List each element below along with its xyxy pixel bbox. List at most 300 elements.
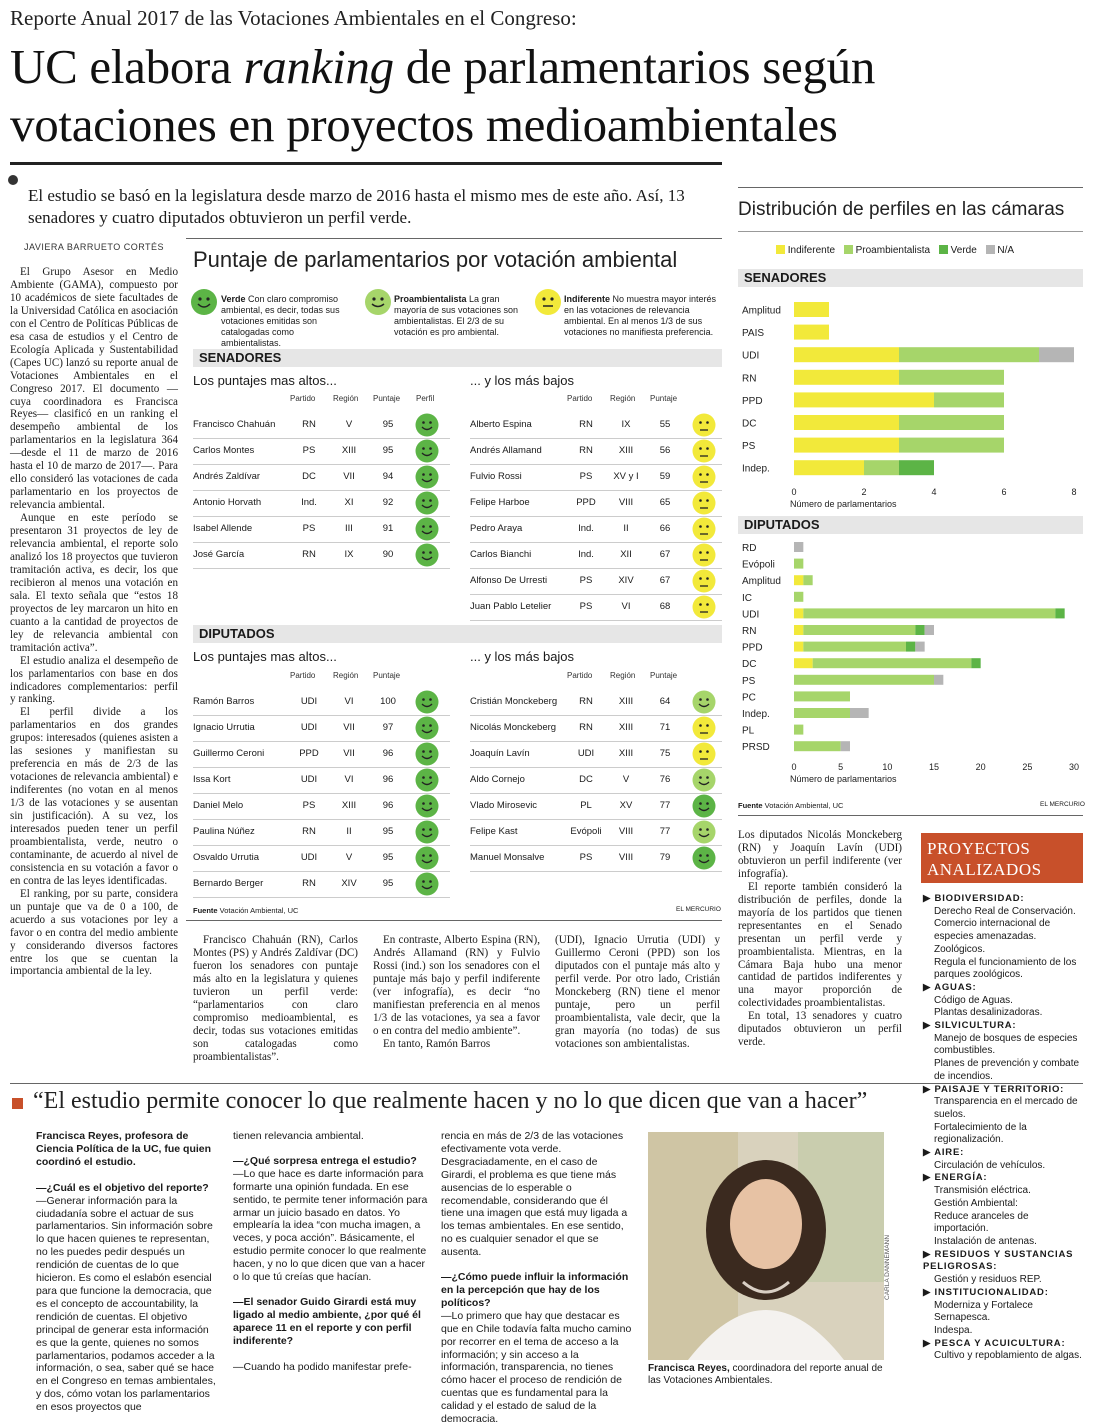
table-row	[470, 412, 722, 438]
table-row	[470, 689, 722, 715]
table-row	[470, 845, 722, 871]
proyecto-item: Planes de prevención y combate de incendios.	[934, 1058, 1080, 1082]
region-cell: XIV	[618, 575, 634, 586]
table-row	[193, 438, 450, 464]
party-cell: RN	[302, 878, 316, 889]
proyecto-item: Derecho Real de Conservación.	[934, 905, 1076, 917]
table-row	[193, 767, 450, 793]
headline: UC elabora ranking de parlamentarios según votaciones en proyectos medioambientales	[10, 39, 876, 152]
interview-question: —¿Cuál es el objetivo del reporte?	[36, 1181, 209, 1194]
interview-intro: Francisca Reyes, profesora de Ciencia Política de la UC, fue quien coordinó el estudio.	[36, 1130, 212, 1168]
category-label: PPD	[742, 642, 763, 654]
region-cell: XII	[620, 549, 632, 560]
score-cell: 77	[659, 800, 671, 811]
proyecto-item: Fortalecimiento de la regionalización.	[934, 1121, 1027, 1146]
bar-segment	[915, 625, 924, 635]
senadores-low-title: ... y los más bajos	[470, 373, 575, 388]
party-cell: PS	[579, 852, 593, 863]
party-cell: PS	[579, 601, 593, 612]
yellow-face-icon	[692, 716, 716, 740]
table-row	[193, 819, 450, 845]
proyecto-category: ▶ AGUAS:	[923, 981, 977, 993]
senadores-header: SENADORES	[193, 349, 722, 367]
bar-segment	[794, 691, 850, 701]
bar-segment	[794, 675, 934, 685]
category-label: UDI	[742, 609, 760, 621]
green-face-icon	[415, 820, 439, 844]
region-cell: XIV	[341, 878, 357, 889]
score-cell: 96	[382, 774, 394, 785]
column-header: Región	[610, 394, 636, 403]
bar-segment	[803, 608, 1055, 618]
region-cell: XIII	[618, 696, 634, 707]
proyecto-item: Comercio internacional de especies amenazadas.	[934, 918, 1051, 943]
name-cell: Carlos Bianchi	[470, 549, 532, 560]
score-cell: 96	[382, 748, 394, 759]
tick-label: 6	[1001, 486, 1007, 497]
name-cell: Joaquín Lavín	[470, 748, 530, 759]
green-face-icon	[415, 846, 439, 870]
party-cell: UDI	[300, 774, 318, 785]
proyecto-item: Gestión Ambiental:	[934, 1197, 1018, 1209]
score-cell: 65	[659, 497, 671, 508]
tick-label: 25	[1022, 761, 1033, 772]
score-cell: 55	[659, 419, 671, 430]
party-cell: PS	[302, 523, 316, 534]
table-row	[470, 542, 722, 568]
green-face-icon	[415, 742, 439, 766]
chart-title-rule	[738, 231, 1083, 232]
panel-credit: EL MERCURIO	[676, 906, 721, 913]
green-face-icon	[415, 465, 439, 489]
region-cell: IX	[344, 549, 354, 560]
bar-segment	[794, 460, 864, 475]
deck: El estudio se basó en la legislatura desde marzo de 2016 hasta el mismo mes de este año. Así, 13 senadores y cuatro diputados obtuvieron un perfil verde.	[28, 186, 685, 227]
body-paragraph: Los diputados Nicolás Monckeberg (RN) y Joaquín Lavín (UDI) obtuvieron un perfil indiferente (ver infografía).	[738, 829, 902, 880]
proyectos-header	[921, 833, 1083, 883]
table-row	[193, 490, 450, 516]
region-cell: VII	[343, 748, 355, 759]
table-row	[193, 845, 450, 871]
interview-answer: —Generar información para la ciudadanía sobre el actuar de sus parlamentarios. Sin información sobre lo que hacen quienes te representan, no les puedes pedir después un rendición de cuentas de lo que hicieron. Es como el eslabón esencial para que funcione la democracia, que es el concepto de accountability, la rendición de cuentas. El objetivo principal de generar esta información es que la gente, quienes no somos parlamentarios, podamos acceder a la información, o sea, saber qué se hace en el Congreso en temas ambientales, y dos, cómo votan los parlamentarios en esos proyectos que	[36, 1194, 216, 1414]
photo-caption: Francisca Reyes, coordinadora del reporte anual de las Votaciones Ambientales.	[648, 1363, 883, 1386]
bar-segment	[864, 460, 899, 475]
lightgreen-face-icon	[692, 820, 716, 844]
bar-segment	[850, 708, 869, 718]
region-cell: VIII	[618, 497, 634, 508]
bar-segment	[794, 625, 803, 635]
proyecto-item: Gestión y residuos REP.	[934, 1274, 1042, 1286]
portrait-photo	[648, 1132, 884, 1360]
legend-label: N/A	[997, 245, 1015, 256]
bar-segment	[794, 642, 803, 652]
byline: JAVIERA BARRUETO CORTÉS	[24, 242, 165, 252]
tick-label: 4	[931, 486, 937, 497]
region-cell: IX	[621, 419, 631, 430]
bar-segment	[1055, 608, 1064, 618]
lightgreen-face-icon	[364, 288, 394, 318]
row-divider	[470, 871, 722, 872]
chart-legend	[776, 245, 1014, 256]
category-label: DC	[742, 418, 757, 430]
table-row	[193, 793, 450, 819]
proyecto-item: Plantas desalinizadoras.	[934, 1007, 1043, 1019]
column-header: Región	[333, 394, 359, 403]
table-row	[193, 689, 450, 715]
body-column-2	[193, 934, 358, 1064]
name-cell: Isabel Allende	[193, 523, 253, 534]
score-cell: 91	[382, 523, 394, 534]
category-label: PS	[742, 441, 756, 453]
legend-label: Verde	[950, 245, 977, 256]
party-cell: PS	[302, 445, 316, 456]
region-cell: XIII	[618, 748, 634, 759]
region-cell: V	[622, 774, 630, 785]
green-face-icon	[415, 794, 439, 818]
name-cell: Paulina Núñez	[193, 826, 255, 837]
name-cell: Francisco Chahuán	[193, 419, 276, 430]
region-cell: XIII	[618, 445, 634, 456]
category-label: PRSD	[742, 742, 770, 754]
body-paragraph: En tanto, Ramón Barros	[383, 1037, 491, 1050]
region-cell: VII	[343, 471, 355, 482]
top-rule	[10, 162, 722, 165]
party-cell: RN	[579, 722, 593, 733]
column-header: Partido	[567, 394, 593, 403]
category-label: PC	[742, 692, 756, 704]
category-label: Indep.	[742, 709, 770, 720]
category-label: PS	[742, 675, 756, 687]
body-paragraph: En total, 13 senadores y cuatro diputados obtuvieron un perfil verde.	[738, 1010, 902, 1049]
body-column-3	[373, 934, 540, 1051]
name-cell: Felipe Harboe	[470, 497, 530, 508]
axis-label: Número de parlamentarios	[790, 498, 897, 509]
body-column-1	[10, 266, 178, 978]
category-label: Amplitud	[742, 576, 781, 588]
category-label: PPD	[742, 395, 763, 407]
party-cell: PL	[580, 800, 592, 811]
body-paragraph: El Grupo Asesor en Medio Ambiente (GAMA), compuesto por 10 académicos de siete facultades de la Universidad Católica en asociación con el Centro de Políticas Públicas de esa casa de estudios y el Centro de Ecología Aplicada y Sustentabilidad (Capes UC) lanzó su reporte anual de Votaciones Ambientales en el Congreso 2017. El documento —cuya coordinadora es Francisca Reyes— clasificó en un ranking el desempeño ambiental de los parlamentarios en la legislatura 364 —desde el 11 de marzo de 2016 hasta el 10 de marzo de 2017—. Para ello consideró las votaciones de cada parlamentario en los proyectos de relevancia ambiental.	[10, 266, 178, 512]
score-cell: 96	[382, 800, 394, 811]
bar-segment	[925, 625, 934, 635]
lightgreen-face-icon	[692, 690, 716, 714]
name-cell: Pedro Araya	[470, 523, 523, 534]
name-cell: Alfonso De Urresti	[470, 575, 548, 586]
table-header	[470, 671, 722, 683]
lightgreen-face-icon	[692, 768, 716, 792]
score-cell: 100	[380, 696, 396, 707]
score-cell: 95	[382, 852, 394, 863]
proyecto-item: Código de Aguas.	[934, 994, 1013, 1006]
score-cell: 92	[382, 497, 394, 508]
interview-column-2	[233, 1130, 428, 1374]
party-cell: RN	[302, 826, 316, 837]
diputados-low-table	[470, 671, 722, 877]
score-cell: 68	[659, 601, 671, 612]
bar-segment	[899, 347, 1039, 362]
table-row	[193, 412, 450, 438]
region-cell: VI	[344, 774, 354, 785]
table-row	[470, 767, 722, 793]
column-header: Puntaje	[650, 671, 678, 680]
score-cell: 76	[659, 774, 671, 785]
yellow-face-icon	[692, 491, 716, 515]
name-cell: Carlos Montes	[193, 445, 255, 456]
interview-answer: rencia en más de 2/3 de las votaciones efectivamente vota verde. Desgraciadamente, en el caso de Girardi, el problema es que tiene más ausencias de lo esperable o recomendable, considerando que él tiene una imagen que está muy ligada a los temas ambientales. En ese sentido, no es cualquier senador el que se ausenta.	[441, 1130, 628, 1259]
party-cell: UDI	[577, 748, 595, 759]
tick-label: 10	[882, 761, 893, 772]
proyecto-category: ▶ SILVICULTURA:	[923, 1020, 1017, 1032]
bar-segment	[794, 741, 841, 751]
green-face-icon	[415, 872, 439, 896]
name-cell: Guillermo Ceroni	[193, 748, 265, 759]
name-cell: Felipe Kast	[470, 826, 518, 837]
tick-label: 30	[1068, 761, 1080, 772]
bar-segment	[813, 658, 972, 668]
body-paragraph: El ranking, por su parte, considera un puntaje que va de 0 a 100, de acuerdo a sus votaciones por ley a favor o en contra del medio ambiente y considerando diversos factores entre los que se cuentan la importancia ambiental de la ley.	[10, 887, 178, 978]
category-label: Amplitud	[742, 305, 781, 317]
bar-segment	[841, 741, 850, 751]
category-label: Evópoli	[742, 559, 775, 571]
region-cell: VI	[344, 696, 354, 707]
region-cell: III	[345, 523, 353, 534]
party-cell: UDI	[300, 852, 318, 863]
row-divider	[193, 897, 450, 898]
interview-answer: —Lo que hace es darte información para formarte una opinión fundada. En ese sentido, te permite tener información para armar un juicio basado en datos. Yo emplearía la idea “con mucha imagen, a veces, y poca acción”. Básicamente, el estudio permite conocer lo que realmente hacen, y no lo que dicen que van a hacer o lo que tú creías que hacían.	[233, 1167, 428, 1284]
name-cell: Manuel Monsalve	[470, 852, 545, 863]
body-paragraph: Francisco Chahuán (RN), Carlos Montes (PS) y Andrés Zaldívar (DC) fueron los senadores con puntaje más alto en la legislatura y quienes tuvieron un perfil verde: “parlamentarios con claro compromiso medioambiental, es decir, todas sus votaciones emitidas son catalogadas como proambientalistas”.	[193, 934, 358, 1063]
interview-question: —¿Qué sorpresa entrega el estudio?	[233, 1154, 417, 1167]
yellow-face-icon	[692, 569, 716, 593]
score-cell: 95	[382, 445, 394, 456]
body-column-5	[738, 829, 902, 1049]
name-cell: Juan Pablo Letelier	[470, 601, 552, 612]
category-label: PL	[742, 725, 755, 737]
category-label: Indep.	[742, 463, 770, 475]
party-cell: Evópoli	[570, 826, 602, 837]
green-face-icon	[692, 846, 716, 870]
bar-segment	[794, 415, 899, 430]
table-row	[470, 741, 722, 767]
senadores-high-table	[193, 394, 450, 574]
column-header: Partido	[567, 671, 593, 680]
diputados-high-title: Los puntajes mas altos...	[193, 649, 337, 664]
bar-segment	[794, 347, 899, 362]
bar-segment	[794, 592, 803, 602]
chart-rule	[738, 187, 1083, 188]
party-cell: Ind.	[301, 497, 317, 508]
score-cell: 56	[659, 445, 671, 456]
party-cell: DC	[579, 774, 593, 785]
diputados-high-table	[193, 671, 450, 903]
legend-swatch	[986, 245, 995, 254]
body-paragraph: En contraste, Alberto Espina (RN), Andrés Allamand (RN) y Fulvio Rossi (ind.) son los senadores con el puntaje más bajo y perfil indiferente (ver infografía), es decir “no manifiestan preferencia en al menos 1/3 de las votaciones, ya sea a favor o en contra del medio ambiente”.	[373, 934, 540, 1037]
quote-marker	[12, 1098, 23, 1109]
party-cell: RN	[579, 445, 593, 456]
region-cell: V	[345, 852, 353, 863]
green-face-icon	[415, 517, 439, 541]
bar-segment	[794, 302, 829, 317]
region-cell: XIII	[341, 445, 357, 456]
column-header: Región	[610, 671, 636, 680]
name-cell: José García	[193, 549, 245, 560]
name-cell: Cristián Monckeberg	[470, 696, 558, 707]
column-header: Región	[333, 671, 359, 680]
bar-segment	[794, 725, 803, 735]
yellow-face-icon	[692, 742, 716, 766]
score-cell: 97	[382, 722, 394, 733]
proyecto-item: Transmisión eléctrica.	[934, 1185, 1031, 1197]
table-row	[470, 516, 722, 542]
proyecto-category: ▶ BIODIVERSIDAD:	[923, 893, 1025, 904]
column-header: Partido	[290, 394, 316, 403]
yellow-face-icon	[692, 465, 716, 489]
green-face-icon	[415, 768, 439, 792]
column-header: Puntaje	[373, 394, 401, 403]
proyecto-item: Moderniza y Fortalece Sernapesca.	[934, 1299, 1033, 1324]
party-cell: PS	[302, 800, 316, 811]
bar-segment	[899, 460, 934, 475]
name-cell: Vlado Mirosevic	[470, 800, 538, 811]
bar-segment	[899, 415, 1004, 430]
name-cell: Alberto Espina	[470, 419, 532, 430]
party-cell: RN	[302, 549, 316, 560]
proyecto-item: Circulación de vehículos.	[934, 1159, 1046, 1171]
photo-credit: CARLA DANNEMANN	[884, 1234, 891, 1300]
yellow-face-icon	[692, 413, 716, 437]
score-cell: 67	[659, 549, 671, 560]
party-cell: UDI	[300, 696, 318, 707]
name-cell: Nicolás Monckeberg	[470, 722, 557, 733]
green-face-icon	[415, 690, 439, 714]
panel-title: Puntaje de parlamentarios por votación ambiental	[193, 247, 678, 272]
table-header	[193, 671, 450, 683]
bar-segment	[803, 625, 915, 635]
table-row	[193, 464, 450, 490]
party-cell: RN	[579, 419, 593, 430]
chart-bottom-rule	[738, 815, 1083, 816]
chart-source: Fuente Votación Ambiental, UC	[738, 801, 844, 810]
proyectos-title: PROYECTOS	[927, 839, 1031, 858]
bar-segment	[794, 559, 803, 569]
bar-segment	[803, 642, 906, 652]
table-row	[470, 438, 722, 464]
interview-column-1	[36, 1130, 220, 1414]
proyecto-item: Transparencia en el mercado de suelos.	[934, 1096, 1078, 1120]
interview-answer: —Cuando ha podido manifestar prefe-	[233, 1360, 412, 1373]
interview-question: —¿Cómo puede influir la información en la percepción que hay de los políticos?	[441, 1271, 629, 1309]
party-cell: Ind.	[578, 523, 594, 534]
score-cell: 77	[659, 826, 671, 837]
score-cell: 64	[659, 696, 671, 707]
yellow-face-icon	[692, 595, 716, 619]
party-cell: PS	[579, 471, 593, 482]
bar-segment	[794, 438, 899, 453]
column-header: Perfil	[416, 394, 435, 403]
legend-indiferente: Indiferente No muestra mayor interés en las votaciones de relevancia ambiental. En al menos 1/3 de sus votaciones no manifiesta preferencia.	[564, 294, 717, 337]
score-cell: 79	[659, 852, 671, 863]
name-cell: Antonio Horvath	[193, 497, 262, 508]
table-row	[470, 568, 722, 594]
bar-segment	[794, 658, 813, 668]
party-cell: RN	[579, 696, 593, 707]
name-cell: Bernardo Berger	[193, 878, 264, 889]
diputados-header: DIPUTADOS	[193, 625, 722, 643]
legend-swatch	[776, 245, 785, 254]
chart-title: Distribución de perfiles en las cámaras	[738, 199, 1065, 220]
table-header	[470, 394, 722, 406]
row-divider	[193, 568, 450, 569]
legend-swatch	[844, 245, 853, 254]
table-row	[470, 594, 722, 620]
tick-label: 5	[838, 761, 844, 772]
party-cell: DC	[302, 471, 316, 482]
senadores-high-title: Los puntajes mas altos...	[193, 373, 337, 388]
region-cell: II	[623, 523, 629, 534]
proyecto-item: Instalación de antenas.	[934, 1235, 1037, 1247]
score-cell: 67	[659, 575, 671, 586]
legend-verde: Verde Con claro compromiso ambiental, es decir, todas sus votaciones emitidas son catalogadas como ambientalistas.	[221, 294, 340, 348]
column-header: Puntaje	[650, 394, 678, 403]
bar-segment	[971, 658, 980, 668]
green-face-icon	[415, 439, 439, 463]
proyectos-list	[923, 893, 1083, 1363]
interview-rule	[10, 1083, 1083, 1084]
bar-segment	[934, 675, 943, 685]
score-cell: 94	[382, 471, 394, 482]
senadores-chart	[738, 292, 1083, 512]
category-label: RN	[742, 626, 757, 637]
proyecto-category: ▶ AIRE:	[923, 1147, 965, 1159]
score-cell: 75	[659, 748, 671, 759]
table-header	[193, 394, 450, 406]
name-cell: Osvaldo Urrutia	[193, 852, 259, 863]
category-label: RD	[742, 543, 757, 554]
proyecto-item: Reduce aranceles de importación.	[934, 1210, 1029, 1235]
bar-segment	[794, 542, 803, 552]
bar-segment	[803, 575, 812, 585]
table-row	[193, 516, 450, 542]
tick-label: 0	[791, 761, 797, 772]
table-row	[193, 741, 450, 767]
yellow-face-icon	[692, 439, 716, 463]
legend-label: Indiferente	[787, 245, 836, 256]
green-face-icon	[415, 413, 439, 437]
name-cell: Andrés Allamand	[470, 445, 542, 456]
bar-segment	[899, 370, 1004, 385]
bar-segment	[794, 708, 850, 718]
score-cell: 71	[659, 722, 671, 733]
region-cell: XI	[344, 497, 354, 508]
row-divider	[470, 620, 722, 621]
kicker: Reporte Anual 2017 de las Votaciones Ambientales en el Congreso:	[10, 6, 577, 30]
proyecto-category: ▶ INSTITUCIONALIDAD:	[923, 1286, 1049, 1298]
legend-swatch	[939, 245, 948, 254]
region-cell: XV y I	[613, 471, 639, 482]
chart-credit: EL MERCURIO	[1040, 801, 1085, 808]
table-row	[470, 464, 722, 490]
category-label: IC	[742, 592, 752, 604]
interview-question: —El senador Guido Girardi está muy ligado al medio ambiente, ¿por qué él aparece 11 en el reporte y con perfil indiferente?	[233, 1295, 421, 1347]
party-cell: PS	[579, 575, 593, 586]
name-cell: Fulvio Rossi	[470, 471, 522, 482]
bar-segment	[1039, 347, 1074, 362]
party-cell: UDI	[300, 722, 318, 733]
body-paragraph: Aunque en este período se presentaron 31 proyectos de ley de relevancia ambiental, el reporte solo analizó los 18 proyectos que tuvieron tramitación activa, es decir, los que recibieron al menos una votación en sala. El texto señala que “estos 18 proyectos de ley marcaron un hito en cuanto a la cantidad de proyectos de ley de relevancia ambiental con tramitación activa”.	[10, 512, 178, 654]
score-cell: 95	[382, 419, 394, 430]
bar-segment	[934, 392, 1004, 407]
bar-segment	[794, 370, 899, 385]
